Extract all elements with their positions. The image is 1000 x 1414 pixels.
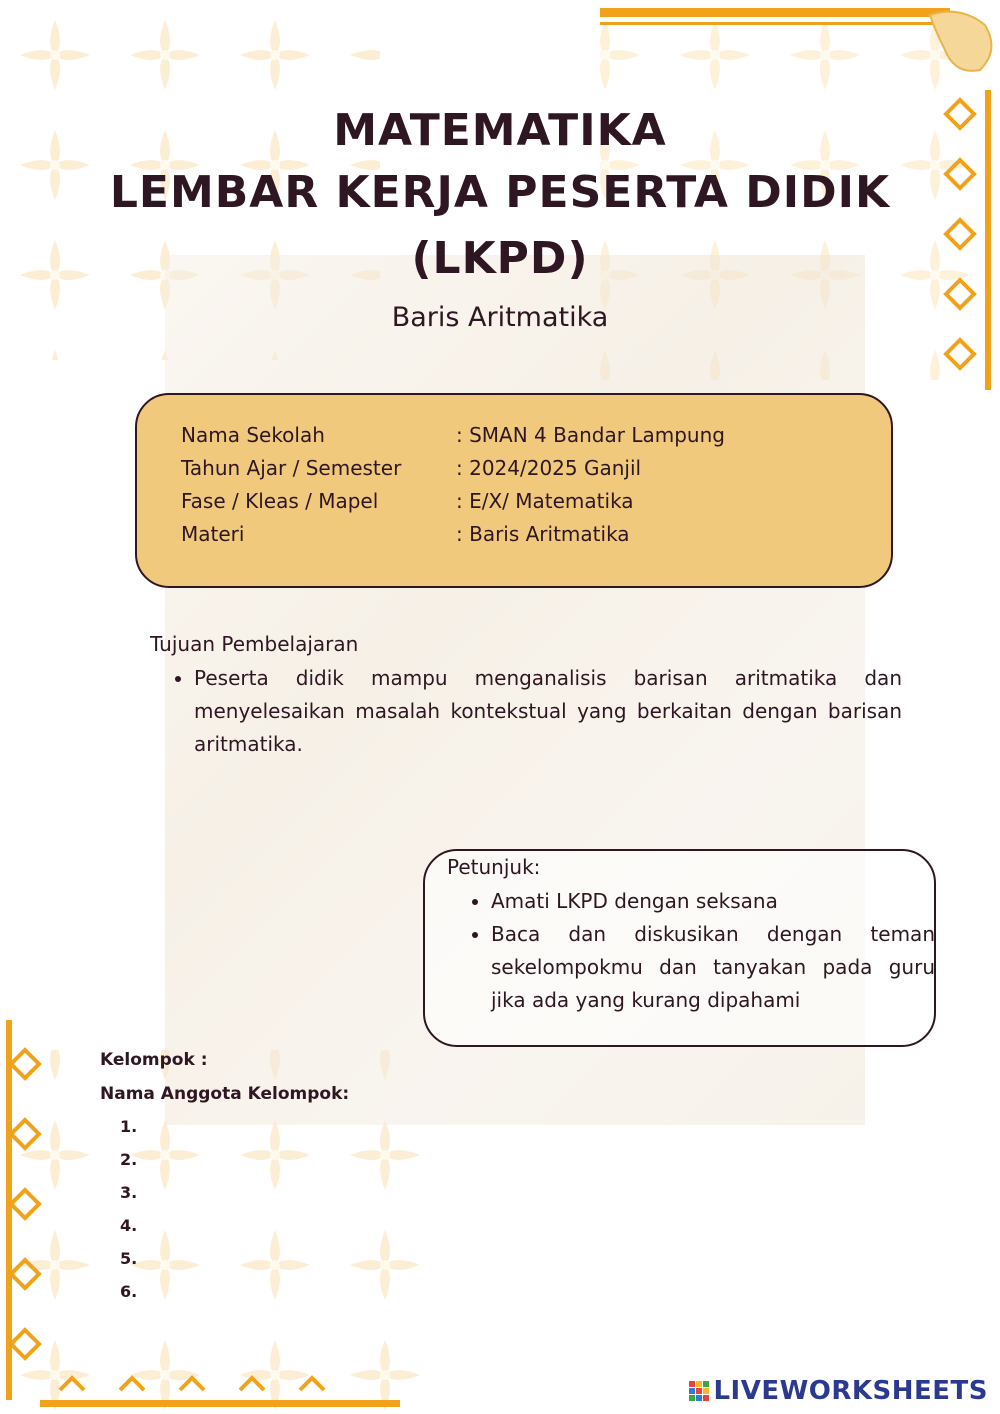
info-label: Nama Sekolah [181,423,325,447]
title-line-2: LEMBAR KERJA PESERTA DIDIK [109,167,891,218]
subtitle: Baris Aritmatika [391,302,609,333]
info-box [135,393,893,588]
instructions-list [469,885,935,1017]
member-number: 1. [120,1117,138,1136]
title-line-3: (LKPD) [411,233,589,284]
info-row-school [181,423,725,447]
member-number: 5. [120,1249,138,1268]
member-number: 6. [120,1282,138,1301]
info-row-material [181,522,630,546]
info-value: : E/X/ Matematika [456,489,634,513]
info-value: : 2024/2025 Ganjil [456,456,642,480]
list-item: • Peserta didik mampu menganalisis barisan aritmatika dan menyelesaikan masalah kontekstual yang berkaitan dengan barisan aritmatika. [194,662,902,761]
brand-text: LIVEWORKSHEETS [713,1376,988,1406]
info-label: Tahun Ajar / Semester [181,456,402,480]
group-label: Kelompok : [100,1050,208,1070]
info-value: : SMAN 4 Bandar Lampung [456,423,725,447]
member-number: 3. [120,1183,138,1202]
info-row-phase [181,489,634,513]
info-row-year [181,456,641,480]
list-item: • Amati LKPD dengan seksana [491,885,935,918]
liveworksheets-icon [688,1379,710,1403]
learning-objectives-heading: Tujuan Pembelajaran [150,632,359,656]
members-list [120,1117,137,1315]
liveworksheets-logo [688,1376,988,1406]
info-label: Materi [181,522,245,546]
member-number: 4. [120,1216,138,1235]
info-label: Fase / Kleas / Mapel [181,489,379,513]
info-value: : Baris Aritmatika [456,522,630,546]
member-number: 2. [120,1150,138,1169]
instructions-heading: Petunjuk: [447,855,541,879]
instructions-box [423,849,936,1047]
learning-objectives-list [172,662,902,761]
title-line-1: MATEMATIKA [333,105,667,156]
members-label: Nama Anggota Kelompok: [100,1084,350,1104]
list-item: • Baca dan diskusikan dengan teman sekelompokmu dan tanyakan pada guru jika ada yang kurang dipahami [491,918,935,1017]
